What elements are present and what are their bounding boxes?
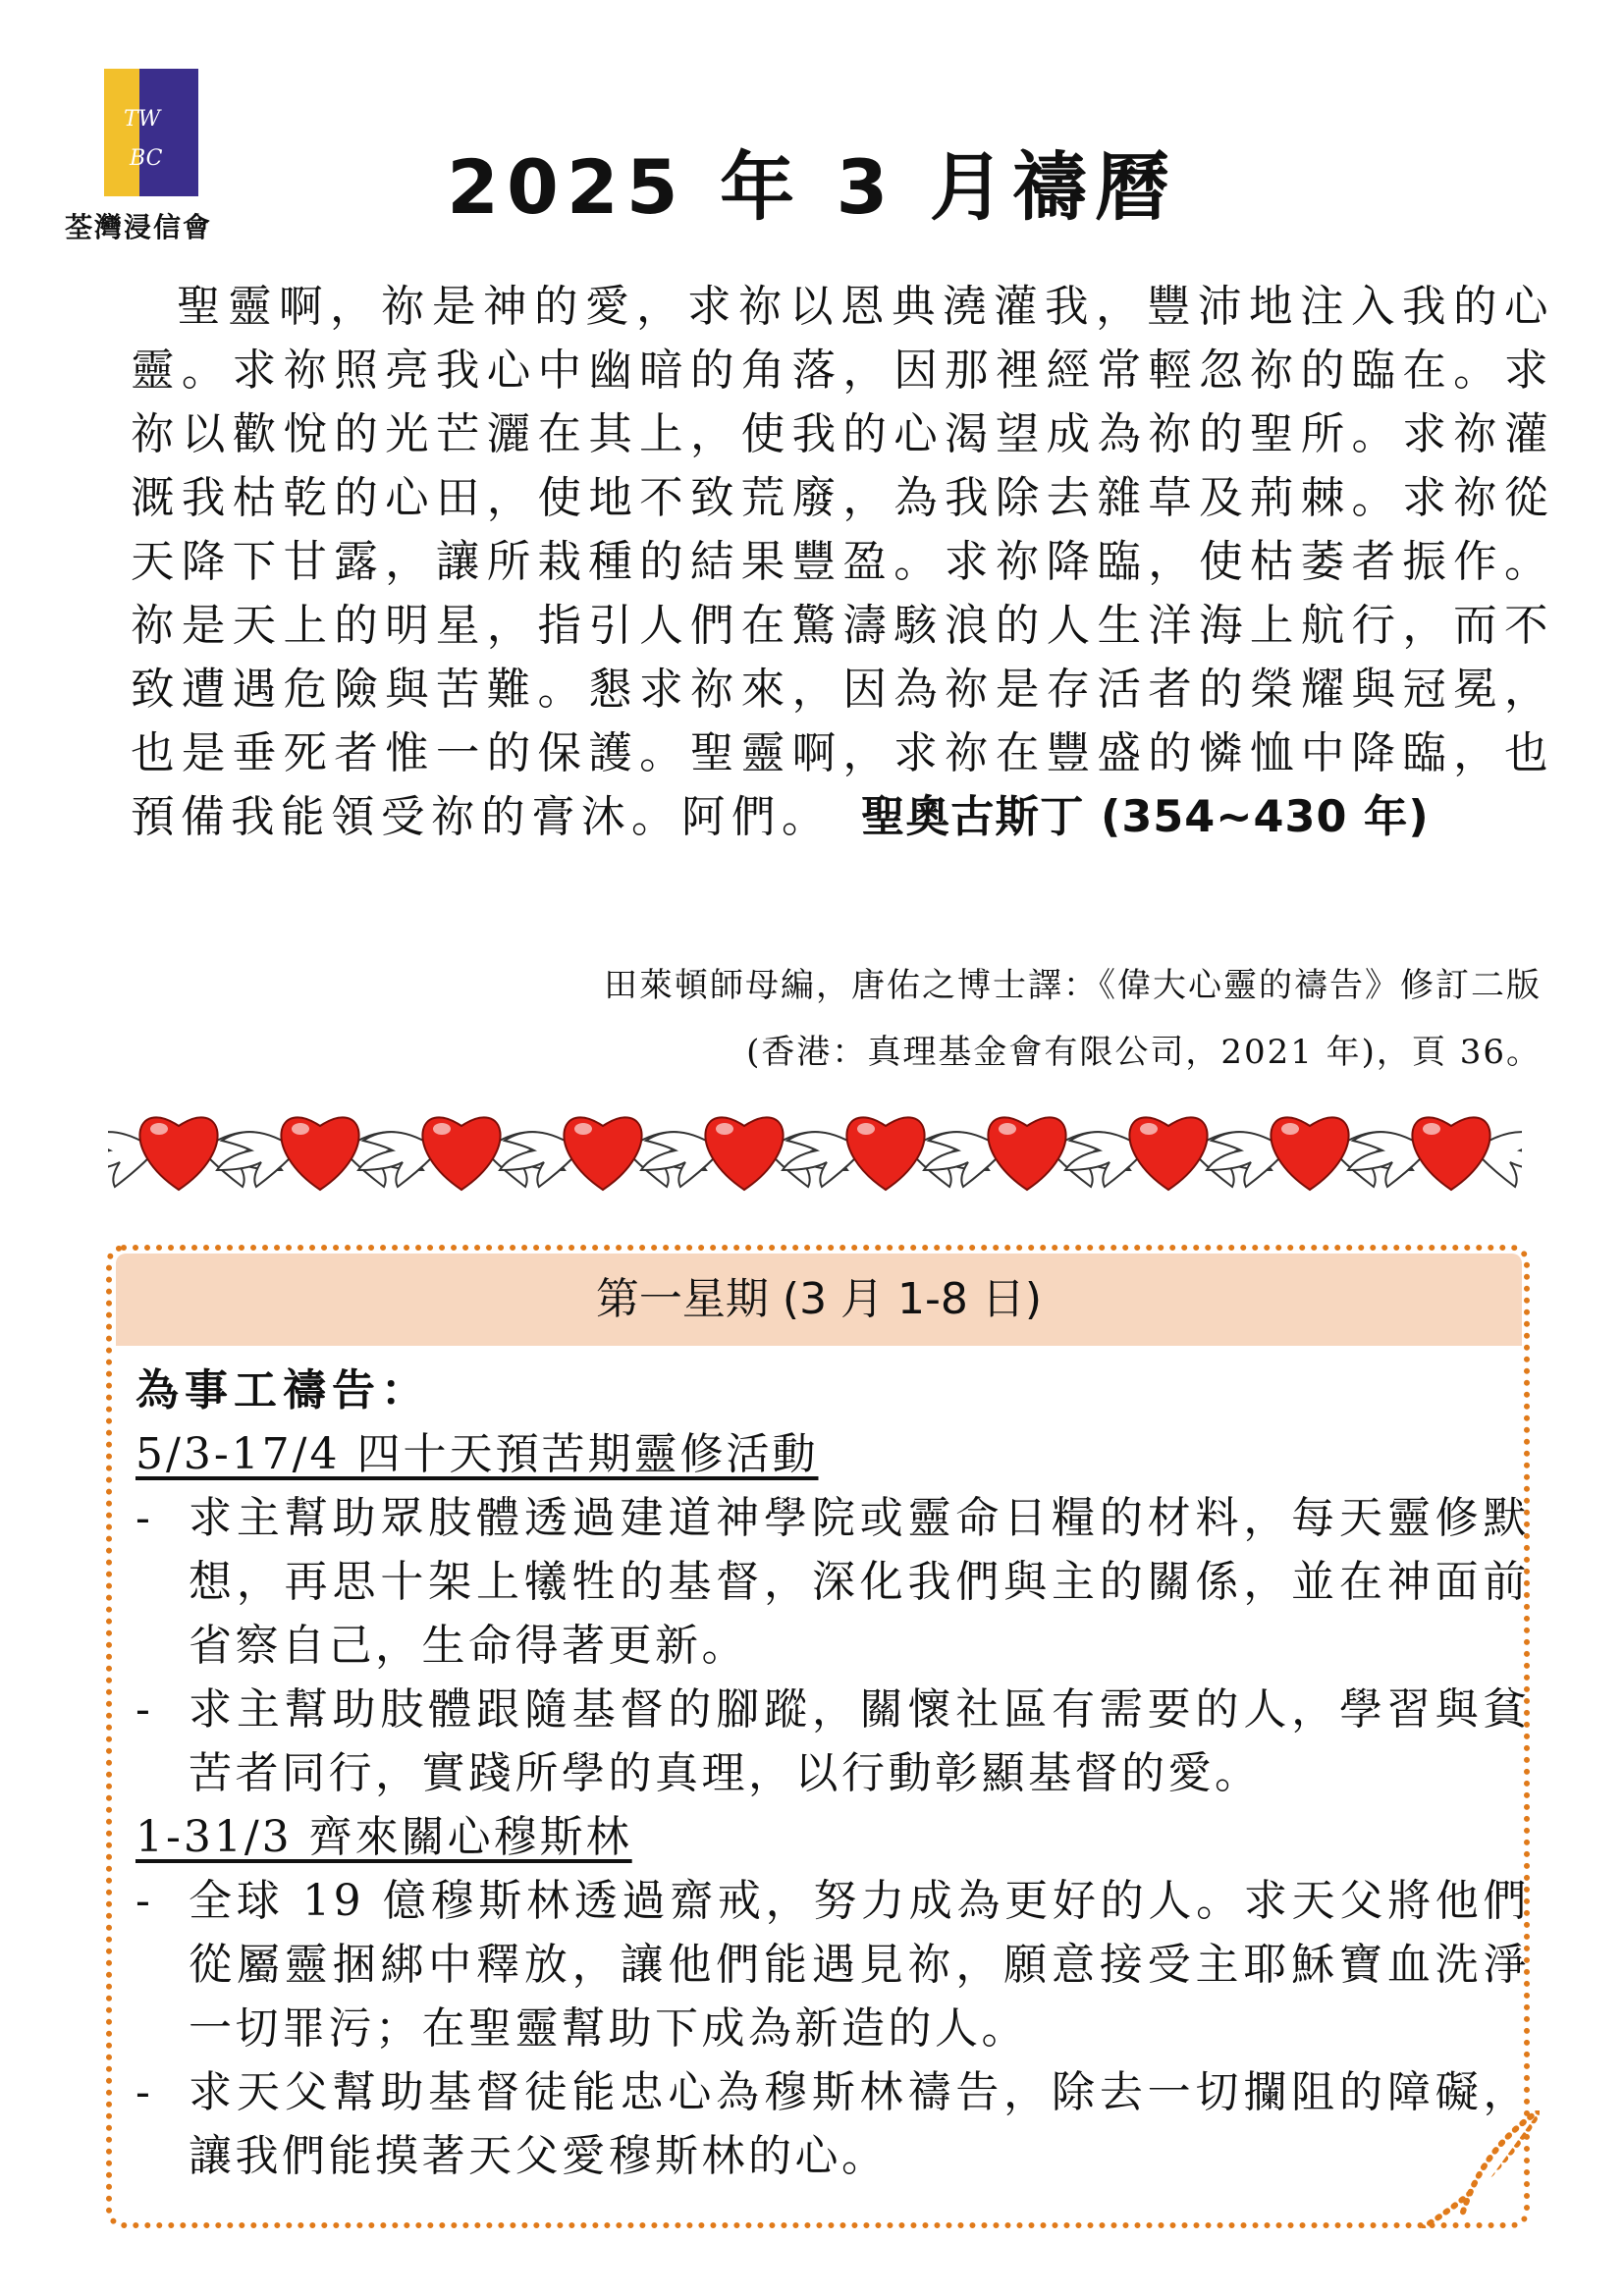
list-dash: - [135,1876,154,1926]
list-dash: - [135,1684,154,1735]
prayer-item-text: 求天父幫助基督徒能忠心為穆斯林禱告，除去一切攔阻的障礙，讓我們能摸著天父愛穆斯林的心。 [189,2067,1530,2181]
prayer-item-text: 求主幫助眾肢體透過建道神學院或靈命日糧的材料，每天靈修默想，再思十架上犧牲的基督，深化我們與主的關係，並在神面前省察自己，生命得著更新。 [189,1493,1530,1671]
prayer-item-text: 求主幫助肢體跟隨基督的腳蹤，關懷社區有需要的人，學習與貧苦者同行，實踐所學的真理，以行動彰顯基督的愛。 [189,1684,1530,1798]
logo-text-top: TW [124,107,161,132]
week-header: 第一星期 (3 月 1-8 日) [116,1254,1522,1346]
topic-title: 5/3-17/4 四十天預苦期靈修活動 [135,1429,819,1479]
logo-text-bottom: BC [130,146,163,171]
prayer-item [135,1486,1530,1678]
citation [604,952,1542,1086]
page-title: 2025 年 3 月禱曆 [447,143,1177,231]
list-dash: - [135,2067,154,2117]
prayer-text [131,275,1554,849]
church-name: 荃灣浸信會 [65,211,213,243]
prayer-item [135,1678,1530,1805]
list-dash: - [135,1493,154,1543]
prayer-item [135,1869,1530,2060]
week-content [135,1359,1530,2188]
prayer-author: 聖奧古斯丁 (354~430 年) [861,792,1430,842]
hearts-divider [108,1092,1522,1200]
section-title: 為事工禱告： [135,1365,430,1415]
prayer-item-text: 全球 19 億穆斯林透過齋戒，努力成為更好的人。求天父將他們從屬靈捆綁中釋放，讓他們能遇見祢，願意接受主耶穌寶血洗淨一切罪污；在聖靈幫助下成為新造的人。 [189,1876,1530,2054]
prayer-body: 聖靈啊，祢是神的愛，求祢以恩典澆灌我，豐沛地注入我的心靈。求祢照亮我心中幽暗的角落，因那裡經常輕忽祢的臨在。求祢以歡悅的光芒灑在其上，使我的心渴望成為祢的聖所。求祢灌溉我枯乾的心田，使地不致荒廢，為我除去雜草及荊棘。求祢從天降下甘露，讓所栽種的結果豐盈。求祢降臨，使枯萎者振作。祢是天上的明星，指引人們在驚濤駭浪的人生洋海上航行，而不致遭遇危險與苦難。懇求祢來，因為祢是存活者的榮耀與冠冕，也是垂死者惟一的保護。聖靈啊，求祢在豐盛的憐恤中降臨，也預備我能領受祢的膏沐。阿們。 [131,282,1554,842]
prayer-item [135,2060,1530,2188]
citation-line-1: 田萊頓師母編，唐佑之博士譯：《偉大心靈的禱告》修訂二版 [604,966,1542,1005]
citation-line-2: (香港：真理基金會有限公司，2021 年)，頁 36。 [746,1033,1542,1072]
topic-title: 1-31/3 齊來關心穆斯林 [135,1812,632,1862]
